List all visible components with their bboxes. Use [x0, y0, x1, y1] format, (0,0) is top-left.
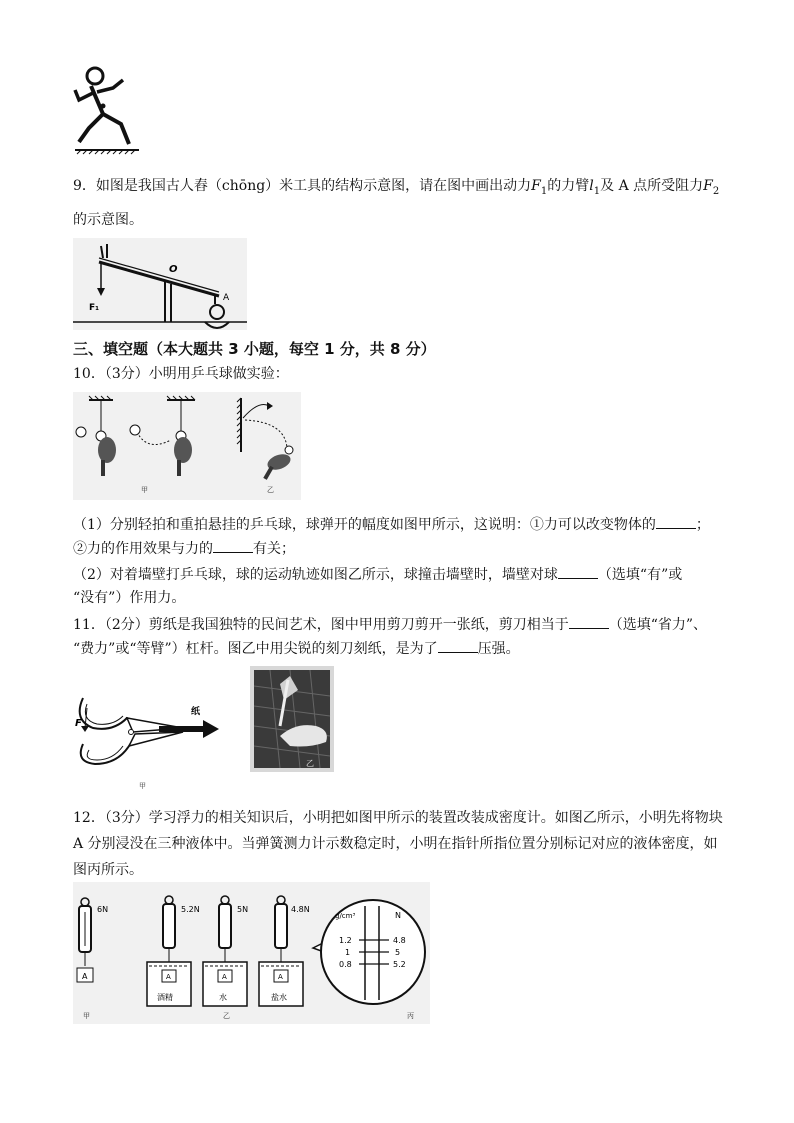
q12-line3: 图丙所示。	[73, 862, 143, 878]
ping-pong-figure	[73, 392, 301, 500]
liquid-saltwater-label: 盐水	[271, 993, 287, 1002]
point-a-label: A	[223, 293, 230, 303]
q10-p1-line2: ②力的作用效果与力的 有关；	[73, 538, 295, 559]
block-a-label: A	[222, 973, 227, 981]
unit-newton-label: N	[395, 911, 401, 920]
block-a-label: A	[166, 973, 171, 981]
density-meter-figure	[73, 882, 430, 1024]
q10-p1-line1: （1）分别轻拍和重拍悬挂的乒乓球，球弹开的幅度如图甲所示，这说明：①力可以改变物体的 ；	[73, 514, 710, 535]
fig-jia-label: 甲	[83, 1012, 90, 1020]
q12-line1: 12．（3分）学习浮力的相关知识后，小明把如图甲所示的装置改装成密度计。如图乙所示，小明先将物块	[73, 810, 723, 826]
section-3-title: 三、填空题（本大题共 3 小题，每空 1 分，共 8 分）	[73, 340, 436, 358]
q10-p2-line2: “没有”）作用力。	[73, 590, 186, 606]
block-a-label: A	[278, 973, 283, 981]
scale-left-1: 1.2	[339, 936, 352, 945]
answer-blank[interactable]	[569, 614, 609, 629]
reading-water: 5N	[237, 905, 249, 914]
scissors-figure	[73, 680, 243, 794]
running-person-icon	[73, 62, 143, 158]
q12-line2: A 分别浸没在三种液体中。当弹簧测力计示数稳定时，小明在指针所指位置分别标记对应的液体密度，如	[73, 836, 718, 852]
answer-blank[interactable]	[213, 538, 253, 553]
q11-line1: 11．（2分）剪纸是我国独特的民间艺术，图中甲用剪刀剪开一张纸，剪刀相当于 （选填“省力”、	[73, 614, 707, 635]
q10-p2-line1: （2）对着墙壁打乒乓球，球的运动轨迹如图乙所示，球撞击墙壁时，墙壁对球 （选填“有”或	[73, 564, 682, 585]
force-f1-label: F₁	[89, 303, 100, 313]
scale-left-2: 1	[345, 948, 351, 957]
pivot-o-label: O	[169, 264, 178, 275]
force-f-label: F	[75, 718, 82, 729]
answer-blank[interactable]	[438, 638, 478, 653]
reading-jia: 6N	[97, 905, 109, 914]
answer-blank[interactable]	[656, 514, 696, 529]
scale-left-3: 0.8	[339, 960, 352, 969]
scale-right-2: 5	[395, 948, 401, 957]
paper-label: 纸	[191, 707, 201, 717]
q11-line2: “费力”或“等臂”）杠杆。图乙中用尖锐的刻刀刻纸，是为了 压强。	[73, 638, 520, 659]
liquid-alcohol-label: 酒精	[157, 993, 173, 1002]
answer-blank[interactable]	[558, 564, 598, 579]
paper-cutting-photo	[250, 666, 334, 772]
fig-yi-label: 乙	[306, 759, 314, 768]
scale-right-3: 5.2	[393, 960, 406, 969]
q9-line2: 的示意图。	[73, 212, 143, 228]
q10-stem: 10．（3分）小明用乒乓球做实验：	[73, 366, 289, 382]
fig-jia-label: 甲	[139, 782, 146, 790]
scale-right-1: 4.8	[393, 936, 406, 945]
fig-yi-label: 乙	[267, 486, 274, 494]
reading-alcohol: 5.2N	[181, 905, 200, 914]
rice-pounder-figure	[73, 238, 247, 330]
fig-yi-label: 乙	[223, 1012, 230, 1020]
fig-jia-label: 甲	[141, 486, 148, 494]
block-a-label: A	[82, 972, 88, 981]
unit-density-label: g/cm³	[335, 912, 356, 920]
reading-saltwater: 4.8N	[291, 905, 310, 914]
running-person-figure	[73, 62, 143, 158]
fig-bing-label: 丙	[407, 1012, 414, 1020]
q9-line1: 9．如图是我国古人舂（chōng）米工具的结构示意图，请在图中画出动力$F_1$的力臂$l_1$及 A 点所受阻力$F_2$	[73, 178, 720, 197]
liquid-water-label: 水	[219, 993, 227, 1002]
